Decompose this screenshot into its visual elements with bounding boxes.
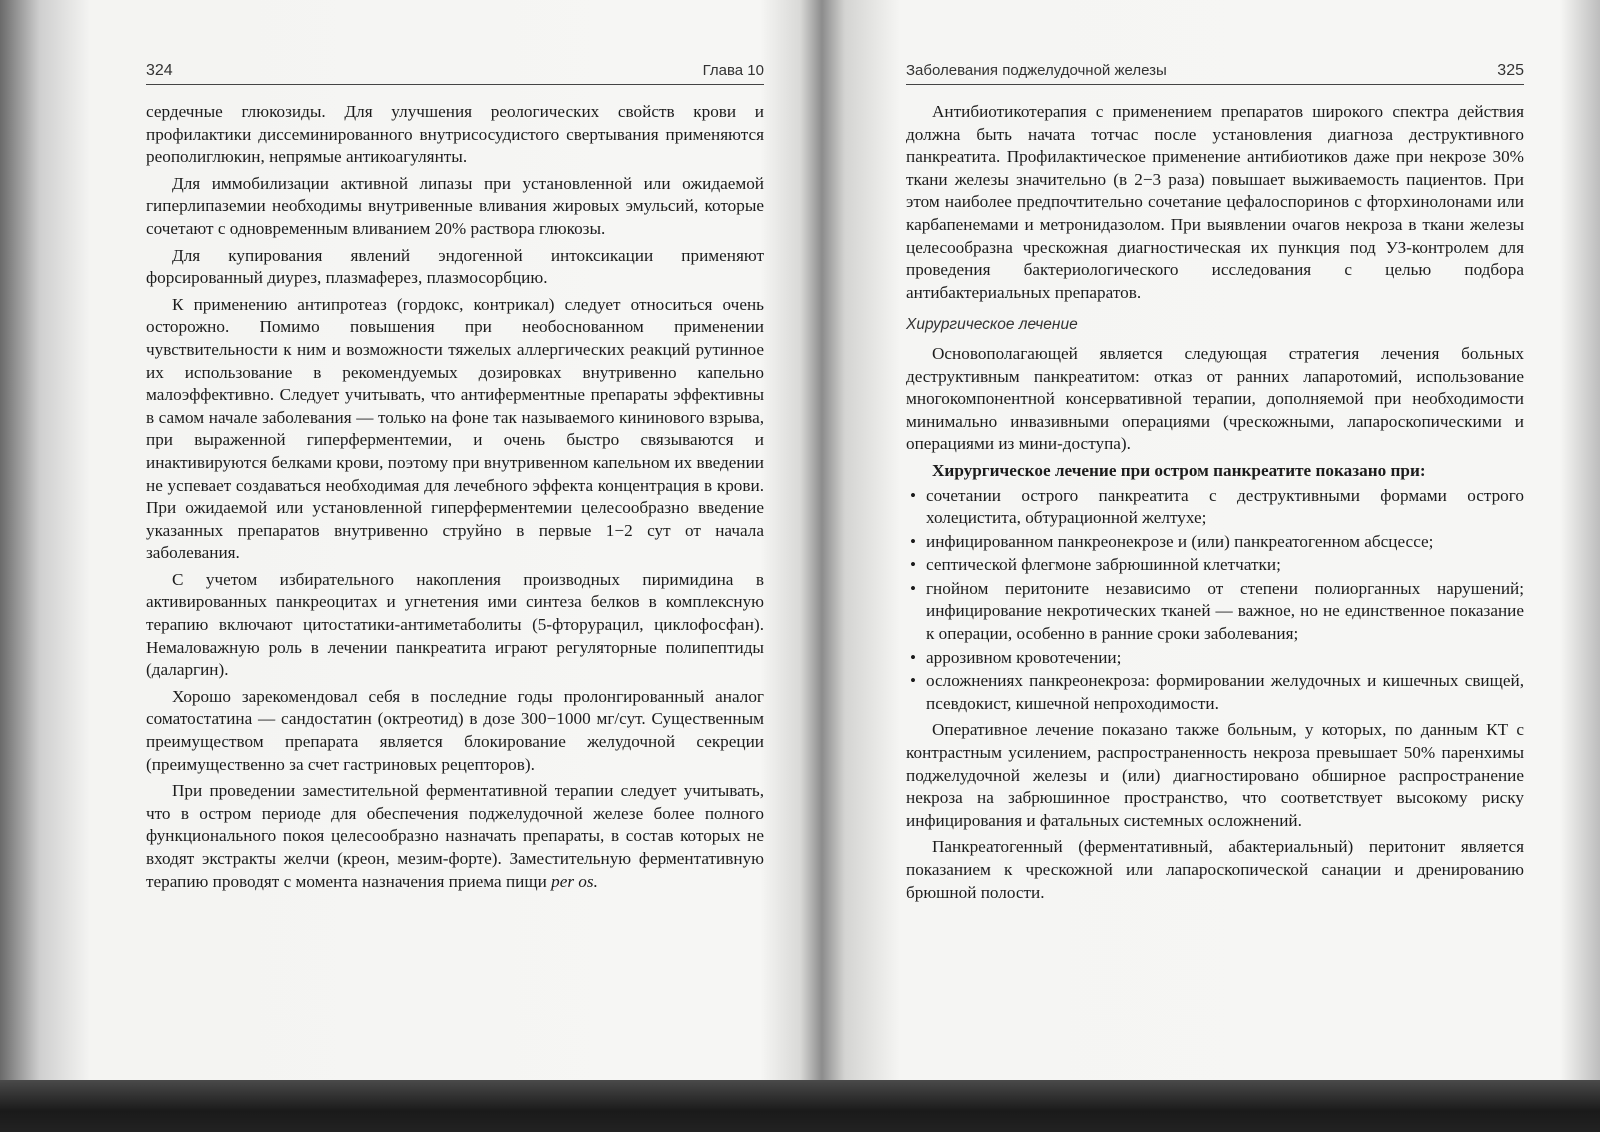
right-page (906, 58, 1524, 908)
paragraph: Антибиотикотерапия с применением препаратов широкого спектра действия должна быть начата тотчас после установления диагноза деструктивного панкреатита. Профилактическое применение антибиотиков даже при некрозе 30% ткани железы значительно (в 2−3 раза) повышает выживаемость пациентов. При этом наиболее предпочтительно сочетание цефалоспоринов с фторхинолонами или карбапенемами и метронидазолом. При выявлении очагов некроза в ткани железы целесообразна чрескожная диагностическая их пункция под УЗ-контролем для проведения бактериологического исследования с целью подбора антибактериальных препаратов. (906, 102, 1524, 302)
paragraph: Панкреатогенный (ферментативный, абактериальный) перитонит является показанием к чрескожной или лапароскопической санации и дренированию брюшной полости. (906, 837, 1524, 902)
scan-bottom-shadow (0, 1080, 1600, 1132)
paragraph: сердечные глюкозиды. Для улучшения реологических свойств крови и профилактики диссеминированного внутрисосудистого свертывания применяются реополиглюкин, непрямые антикоагулянты. (146, 102, 764, 167)
indications-list (906, 485, 1524, 716)
paragraph: С учетом избирательного накопления производных пиримидина в активированных панкреоцитах и угнетения ими синтеза белков в комплексную терапию включают цитостатики-антиметаболиты (5-фторурацил, циклофосфан). Немаловажную роль в лечении панкреатита играют регуляторные полипептиды (даларгин). (146, 569, 764, 680)
section-subheading: Хирургическое лечение (906, 316, 1078, 334)
left-page-number: 324 (146, 62, 173, 79)
left-page (146, 58, 764, 897)
paragraph: Для купирования явлений эндогенной интоксикации применяют форсированный диурез, плазмаферез, плазмосорбцию. (146, 245, 764, 288)
paragraph: Основополагающей является следующая стратегия лечения больных деструктивным панкреатитом: отказ от ранних лапаротомий, использование многокомпонентной консервативной терапии, дополняемой при необходимости минимально инвазивными операциями (чрескожными, лапароскопическими и операциями из мини-доступа). (906, 343, 1524, 454)
italic-latin-term: per os. (551, 871, 598, 891)
list-item: • сочетании острого панкреатита с деструктивными формами острого холецистита, обтурационной желтухе; (906, 485, 1524, 530)
right-running-title: Заболевания поджелудочной железы (906, 62, 1167, 79)
list-item: • септической флегмоне забрюшинной клетчатки; (906, 554, 1524, 577)
list-item: • инфицированном панкреонекрозе и (или) панкреатогенном абсцессе; (906, 531, 1524, 554)
left-running-head (146, 58, 764, 85)
left-running-title: Глава 10 (702, 62, 764, 79)
bold-lead-in: Хирургическое лечение при остром панкреатите показано при: (932, 460, 1426, 480)
paragraph: К применению антипротеаз (гордокс, контрикал) следует относиться очень осторожно. Помимо повышения при необоснованном применении чувствительности к ним и возможности тяжелых аллергических реакций рутинное их использование в рекомендуемых дозировках внутривенно капельно малоэффективно. Следует учитывать, что антиферментные препараты эффективны в самом начале заболевания — только на фоне так называемого кининового взрыва, при выраженной гиперферментемии, и очень быстро связываются и инактивируются белками крови, поэтому при внутривенном капельном их введении не успевает создаваться необходимая для лечебного эффекта концентрация в крови. При ожидаемой или установленной гиперферментемии целесообразно введение указанных препаратов внутривенно струйно в первые 1−2 сут от начала заболевания. (146, 294, 764, 563)
list-item: • аррозивном кровотечении; (906, 647, 1524, 670)
paragraph: Для иммобилизации активной липазы при установленной или ожидаемой гиперлипаземии необходимы внутривенные вливания жировых эмульсий, которые сочетают с одновременным вливанием 20% раствора глюкозы. (146, 173, 764, 238)
paragraph-text: При проведении заместительной ферментативной терапии следует учитывать, что в остром периоде для обеспечения поджелудочной железе более полного функционального покоя целесообразно назначать препараты, в состав которых не входят экстракты желчи (креон, мезим-форте). Заместительную ферментативную терапию проводят с момента назначения приема пищи (146, 781, 764, 891)
list-item: • гнойном перитоните независимо от степени полиорганных нарушений; инфицирование некротических тканей — важное, но не единственное показание к операции, особенно в ранние сроки заболевания; (906, 578, 1524, 646)
paragraph: Оперативное лечение показано также больным, у которых, по данным КТ с контрастным усилением, распространенность некроза превышает 50% паренхимы поджелудочной железы и (или) диагностировано обширное распространение некроза на забрюшинное пространство, что соответствует высокому риску инфицирования и фатальных системных осложнений. (906, 720, 1524, 830)
left-page-body (146, 101, 764, 893)
list-item: • осложнениях панкреонекроза: формировании желудочных и кишечных свищей, псевдокист, кишечной непроходимости. (906, 670, 1524, 715)
right-page-number: 325 (1497, 62, 1524, 79)
right-running-head (906, 58, 1524, 85)
right-page-body (906, 101, 1524, 904)
paragraph (146, 780, 764, 893)
paragraph: Хорошо зарекомендовал себя в последние годы пролонгированный аналог соматостатина — сандостатин (октреотид) в дозе 300−1000 мг/сут. Существенным преимуществом препарата является блокирование желудочной секреции (преимущественно за счет гастриновых рецепторов). (146, 686, 764, 774)
